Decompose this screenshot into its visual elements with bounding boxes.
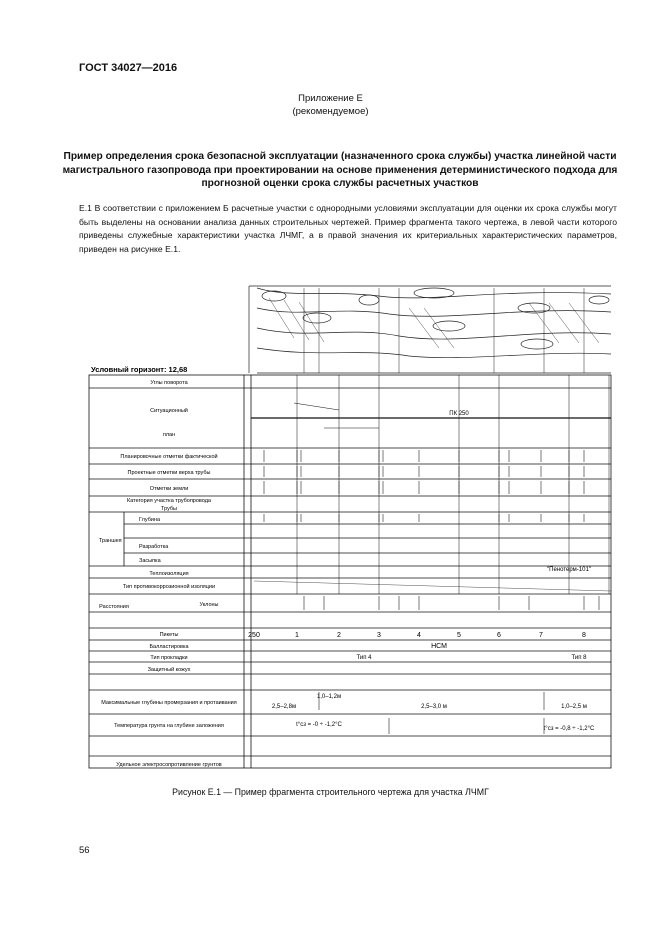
row-label: план — [162, 432, 176, 438]
row-label: Планировочные отметки фактической — [120, 454, 218, 460]
ballast-value: НСМ — [431, 643, 447, 650]
row-label: Балластировка — [149, 644, 189, 650]
body-paragraph: Е.1 В соответствии с приложением Б расчетные участки с однородными условиями эксплуатации для оценки их срока службы могут быть выделены на основании анализа данных строительных чертежей. Пример фрагмента такого чертежа, в левой части которого приведены служебные характеристики участка ЛЧМГ, а в правой значения их критериальных характеристических параметров, приведен на рисунке Е.1. — [79, 203, 617, 254]
row-label: Проектные отметки верха трубы — [127, 470, 211, 476]
row-label: Глубина — [139, 517, 161, 523]
insulation-value: "Пенотерм-101" — [547, 567, 591, 573]
depth-value: 2,5–3,0 м — [421, 704, 447, 710]
trench-label: Траншея — [99, 538, 122, 544]
appendix-title: Приложение Е — [298, 93, 363, 104]
row-label: Категория участка трубопровода — [127, 498, 211, 504]
appendix-heading — [0, 92, 661, 118]
picket: 250 — [248, 632, 260, 639]
picket: 1 — [295, 632, 299, 639]
row-label: Расстояния — [99, 604, 129, 610]
picket: 4 — [417, 632, 421, 639]
drawing-svg — [79, 278, 619, 773]
row-label: Трубы — [161, 506, 177, 512]
row-label: Уклоны — [199, 602, 219, 608]
row-label: Засыпка — [139, 558, 161, 564]
row-label: Углы поворота — [150, 380, 188, 386]
geology-profile — [249, 286, 611, 373]
section-title: Пример определения срока безопасной эксплуатации (назначенного срока службы) участка линейной части магистрального газопровода при проектировании на основе применения детерминистического подхода для прогнозной оценки срока службы расчетных участков — [62, 151, 618, 189]
row-labels — [99, 380, 237, 768]
row-label: Тип прокладки — [150, 655, 188, 661]
appendix-subtitle: (рекомендуемое) — [292, 106, 369, 117]
row-label: Пикеты — [159, 632, 179, 638]
construction-drawing-figure — [79, 278, 619, 778]
picket-label: ПК 250 — [449, 411, 469, 417]
row-label: Защитный кожух — [147, 667, 191, 673]
depth-value: 1,0–1,2м — [316, 694, 342, 700]
table-values — [272, 411, 595, 732]
page-number: 56 — [79, 845, 90, 856]
row-label: Удельное электросопротивление грунтов — [116, 762, 222, 768]
picket: 8 — [582, 632, 586, 639]
row-label: Отметки земли — [149, 486, 189, 492]
picket: 6 — [497, 632, 501, 639]
row-label: Тип противокоррозионной изоляции — [122, 584, 216, 590]
temperature-value: t°сз = -0,8 ÷ -1,2°С — [543, 726, 595, 732]
picket: 5 — [457, 632, 461, 639]
row-label: Теплоизоляция — [149, 571, 189, 577]
lay-type-value: Тип 4 — [356, 655, 372, 661]
lay-type-value: Тип 8 — [571, 655, 587, 661]
row-label: Разработка — [139, 544, 169, 550]
picket: 3 — [377, 632, 381, 639]
row-label: Ситуационный — [150, 408, 188, 414]
picket: 7 — [539, 632, 543, 639]
picket: 2 — [337, 632, 341, 639]
picket-numbers — [248, 632, 586, 639]
row-label: Температура грунта на глубине заложения — [114, 723, 224, 729]
depth-value: 2,5–2,8м — [271, 704, 297, 710]
horizon-label: Условный горизонт: 12,68 — [91, 365, 188, 374]
temperature-value: t°сз = -0 ÷ -1,2°С — [296, 722, 342, 728]
figure-caption: Рисунок Е.1 — Пример фрагмента строительного чертежа для участка ЛЧМГ — [172, 787, 489, 797]
value-ticks — [254, 450, 611, 734]
depth-value: 1,0–2,5 м — [561, 704, 587, 710]
row-label: Максимальные глубины промерзания и протаивания — [101, 700, 237, 706]
document-code: ГОСТ 34027—2016 — [79, 62, 178, 74]
